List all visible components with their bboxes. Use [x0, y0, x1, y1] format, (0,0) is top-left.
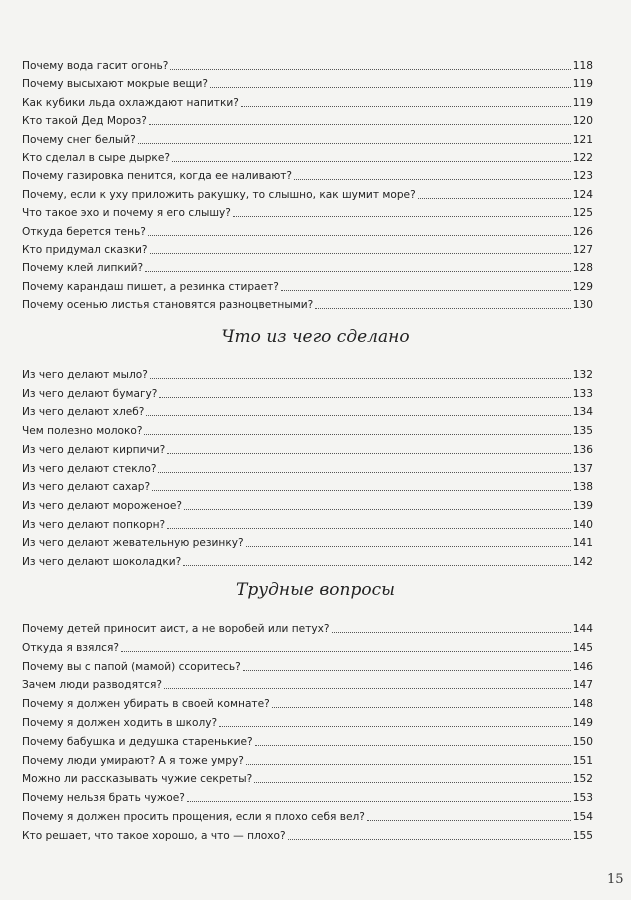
toc-entry: [22, 401, 593, 419]
toc-entry-title: Почему, если к уху приложить ракушку, то слышно, как шумит море?: [22, 188, 416, 201]
toc-entry: [22, 276, 593, 294]
toc-entry-page: 121: [572, 133, 593, 146]
toc-entry-title: Из чего делают стекло?: [22, 462, 157, 475]
toc-entry-title: Почему осенью листья становятся разноцветными?: [22, 299, 314, 312]
toc-entry-page: 140: [572, 518, 593, 531]
dot-leader: [210, 87, 571, 88]
toc-entry-title: Откуда берется тень?: [22, 225, 146, 238]
toc-entry-title: Чем полезно молоко?: [22, 425, 143, 438]
toc-entry-page: 129: [572, 280, 593, 293]
toc-entry: [22, 165, 593, 183]
toc-entry-title: Можно ли рассказывать чужие секреты?: [22, 773, 253, 786]
dot-leader: [158, 472, 570, 473]
toc-entry-page: 125: [572, 207, 593, 220]
toc-entry-title: Почему газировка пенится, когда ее наливают?: [22, 170, 293, 183]
toc-entry-title: Почему нельзя брать чужое?: [22, 792, 185, 805]
toc-entry: [22, 637, 593, 655]
toc-entry-title: Из чего делают мороженое?: [22, 499, 182, 512]
toc-entry-page: 146: [572, 660, 593, 673]
toc-entry-title: Кто придумал сказки?: [22, 244, 148, 256]
toc-entry-page: 150: [572, 735, 593, 748]
toc-entry: [22, 750, 593, 768]
toc-entry-page: 138: [572, 481, 593, 494]
toc-entry-page: 119: [572, 78, 593, 91]
toc-entry-page: 154: [572, 811, 593, 823]
dot-leader: [172, 161, 571, 162]
dot-leader: [159, 397, 570, 398]
dot-leader: [187, 801, 571, 802]
dot-leader: [152, 490, 571, 491]
toc-entry: [22, 239, 593, 257]
toc-entry: [22, 383, 593, 401]
dot-leader: [332, 632, 571, 633]
dot-leader: [219, 726, 571, 727]
toc-entry: [22, 184, 593, 202]
toc-entry-title: Из чего делают жевательную резинку?: [22, 537, 244, 550]
toc-entry-title: Почему снег белый?: [22, 133, 136, 146]
toc-entry-page: 126: [572, 225, 593, 238]
toc-entry-page: 123: [572, 170, 593, 183]
toc-entry-title: Как кубики льда охлаждают напитки?: [22, 96, 239, 109]
toc-entry-page: 133: [572, 387, 593, 400]
toc-entry-title: Из чего делают хлеб?: [22, 406, 145, 419]
toc-entry-title: Кто решает, что такое хорошо, а что — плохо?: [22, 829, 286, 842]
toc-entry: [22, 364, 593, 382]
toc-entry: [22, 110, 593, 128]
toc-entry-page: 130: [572, 299, 593, 312]
dot-leader: [288, 839, 571, 840]
dot-leader: [148, 235, 571, 236]
toc-entry-title: Из чего делают бумагу?: [22, 387, 158, 400]
toc-entry-title: Из чего делают сахар?: [22, 481, 151, 494]
toc-entry: [22, 514, 593, 532]
toc-entry: [22, 257, 593, 275]
toc-entry-page: 127: [572, 244, 593, 256]
toc-entry-title: Почему вода гасит огонь?: [22, 60, 169, 72]
dot-leader: [294, 179, 571, 180]
toc-entry-page: 148: [572, 698, 593, 711]
dot-leader: [149, 124, 571, 125]
dot-leader: [167, 453, 571, 454]
toc-entry-page: 147: [572, 679, 593, 692]
toc-entry: [22, 73, 593, 91]
dot-leader: [418, 198, 571, 199]
toc-entry-page: 141: [572, 537, 593, 550]
dot-leader: [246, 546, 571, 547]
toc-entry-title: Почему я должен убирать в своей комнате?: [22, 698, 270, 711]
page-number: 15: [607, 872, 624, 887]
dot-leader: [255, 745, 571, 746]
toc-entry-page: 155: [572, 829, 593, 842]
dot-leader: [241, 106, 571, 107]
toc-entry-page: 120: [572, 115, 593, 128]
dot-leader: [144, 434, 570, 435]
toc-entry-title: Зачем люди разводятся?: [22, 679, 162, 692]
toc-entry-title: Почему бабушка и дедушка старенькие?: [22, 735, 253, 748]
toc-entry-title: Кто сделал в сыре дырке?: [22, 152, 170, 164]
toc-entry: [22, 476, 593, 494]
toc-entry: [22, 439, 593, 457]
toc-entry: [22, 294, 593, 312]
toc-entry: [22, 495, 593, 513]
toc-entry-page: 132: [572, 369, 593, 381]
toc-entry-page: 144: [572, 623, 593, 635]
dot-leader: [315, 308, 571, 309]
dot-leader: [281, 290, 571, 291]
toc-entry-title: Почему высыхают мокрые вещи?: [22, 78, 208, 91]
toc-entry: [22, 221, 593, 239]
toc-entry-title: Из чего делают мыло?: [22, 369, 148, 381]
toc-entry-title: Кто такой Дед Мороз?: [22, 115, 147, 128]
dot-leader: [164, 688, 571, 689]
dot-leader: [121, 651, 571, 652]
toc-entry-page: 118: [572, 60, 593, 72]
dot-leader: [246, 764, 571, 765]
toc-entry: [22, 147, 593, 165]
toc-entry-page: 151: [572, 754, 593, 767]
toc-entry: [22, 420, 593, 438]
toc-entry-title: Из чего делают шоколадки?: [22, 556, 182, 568]
dot-leader: [183, 565, 571, 566]
toc-entry-page: 137: [572, 462, 593, 475]
toc-entry: [22, 825, 593, 843]
dot-leader: [233, 216, 571, 217]
toc-entry: [22, 202, 593, 220]
dot-leader: [138, 143, 571, 144]
toc-entry-page: 153: [572, 792, 593, 805]
toc-entry-page: 149: [572, 717, 593, 729]
dot-leader: [184, 509, 571, 510]
toc-entry: [22, 618, 593, 636]
toc-entry: [22, 458, 593, 476]
dot-leader: [367, 820, 571, 821]
toc-entry-page: 139: [572, 499, 593, 512]
toc-entry-page: 135: [572, 425, 593, 438]
toc-entry-title: Почему карандаш пишет, а резинка стирает?: [22, 280, 279, 293]
toc-entry: [22, 768, 593, 786]
toc-entry: [22, 674, 593, 692]
toc-entry-page: 136: [572, 443, 593, 456]
toc-entry-title: Почему детей приносит аист, а не воробей или петух?: [22, 623, 330, 635]
toc-entry-title: Что такое эхо и почему я его слышу?: [22, 207, 231, 220]
toc-entry-page: 134: [572, 406, 593, 419]
dot-leader: [243, 670, 571, 671]
dot-leader: [170, 69, 570, 70]
toc-entry: [22, 129, 593, 147]
toc-entry: [22, 731, 593, 749]
toc-entry: [22, 55, 593, 73]
toc-entry-title: Из чего делают попкорн?: [22, 518, 166, 531]
toc-entry: [22, 532, 593, 550]
section-heading: Что из чего сделано: [221, 327, 410, 347]
toc-entry-title: Почему клей липкий?: [22, 262, 144, 275]
toc-entry: [22, 806, 593, 824]
toc-entry-page: 122: [572, 152, 593, 164]
toc-entry-title: Почему люди умирают? А я тоже умру?: [22, 754, 244, 767]
dot-leader: [146, 415, 570, 416]
toc-entry-title: Почему я должен ходить в школу?: [22, 717, 218, 729]
dot-leader: [167, 528, 571, 529]
dot-leader: [150, 378, 571, 379]
toc-entry-page: 128: [572, 262, 593, 275]
toc-entry: [22, 693, 593, 711]
dot-leader: [272, 707, 571, 708]
section-heading: Трудные вопросы: [236, 580, 395, 600]
toc-entry-title: Почему вы с папой (мамой) ссоритесь?: [22, 660, 241, 673]
toc-entry-title: Откуда я взялся?: [22, 641, 119, 654]
toc-entry: [22, 656, 593, 674]
toc-entry-page: 124: [572, 188, 593, 201]
toc-entry-page: 145: [572, 641, 593, 654]
toc-entry-page: 142: [572, 556, 593, 568]
dot-leader: [145, 271, 571, 272]
dot-leader: [150, 253, 571, 254]
toc-entry: [22, 712, 593, 730]
toc-entry: [22, 92, 593, 110]
dot-leader: [254, 782, 571, 783]
toc-entry-page: 152: [572, 773, 593, 786]
toc-entry: [22, 551, 593, 569]
toc-entry-title: Из чего делают кирпичи?: [22, 443, 166, 456]
toc-entry-page: 119: [572, 96, 593, 109]
toc-entry: [22, 787, 593, 805]
toc-entry-title: Почему я должен просить прощения, если я плохо себя вел?: [22, 811, 365, 823]
